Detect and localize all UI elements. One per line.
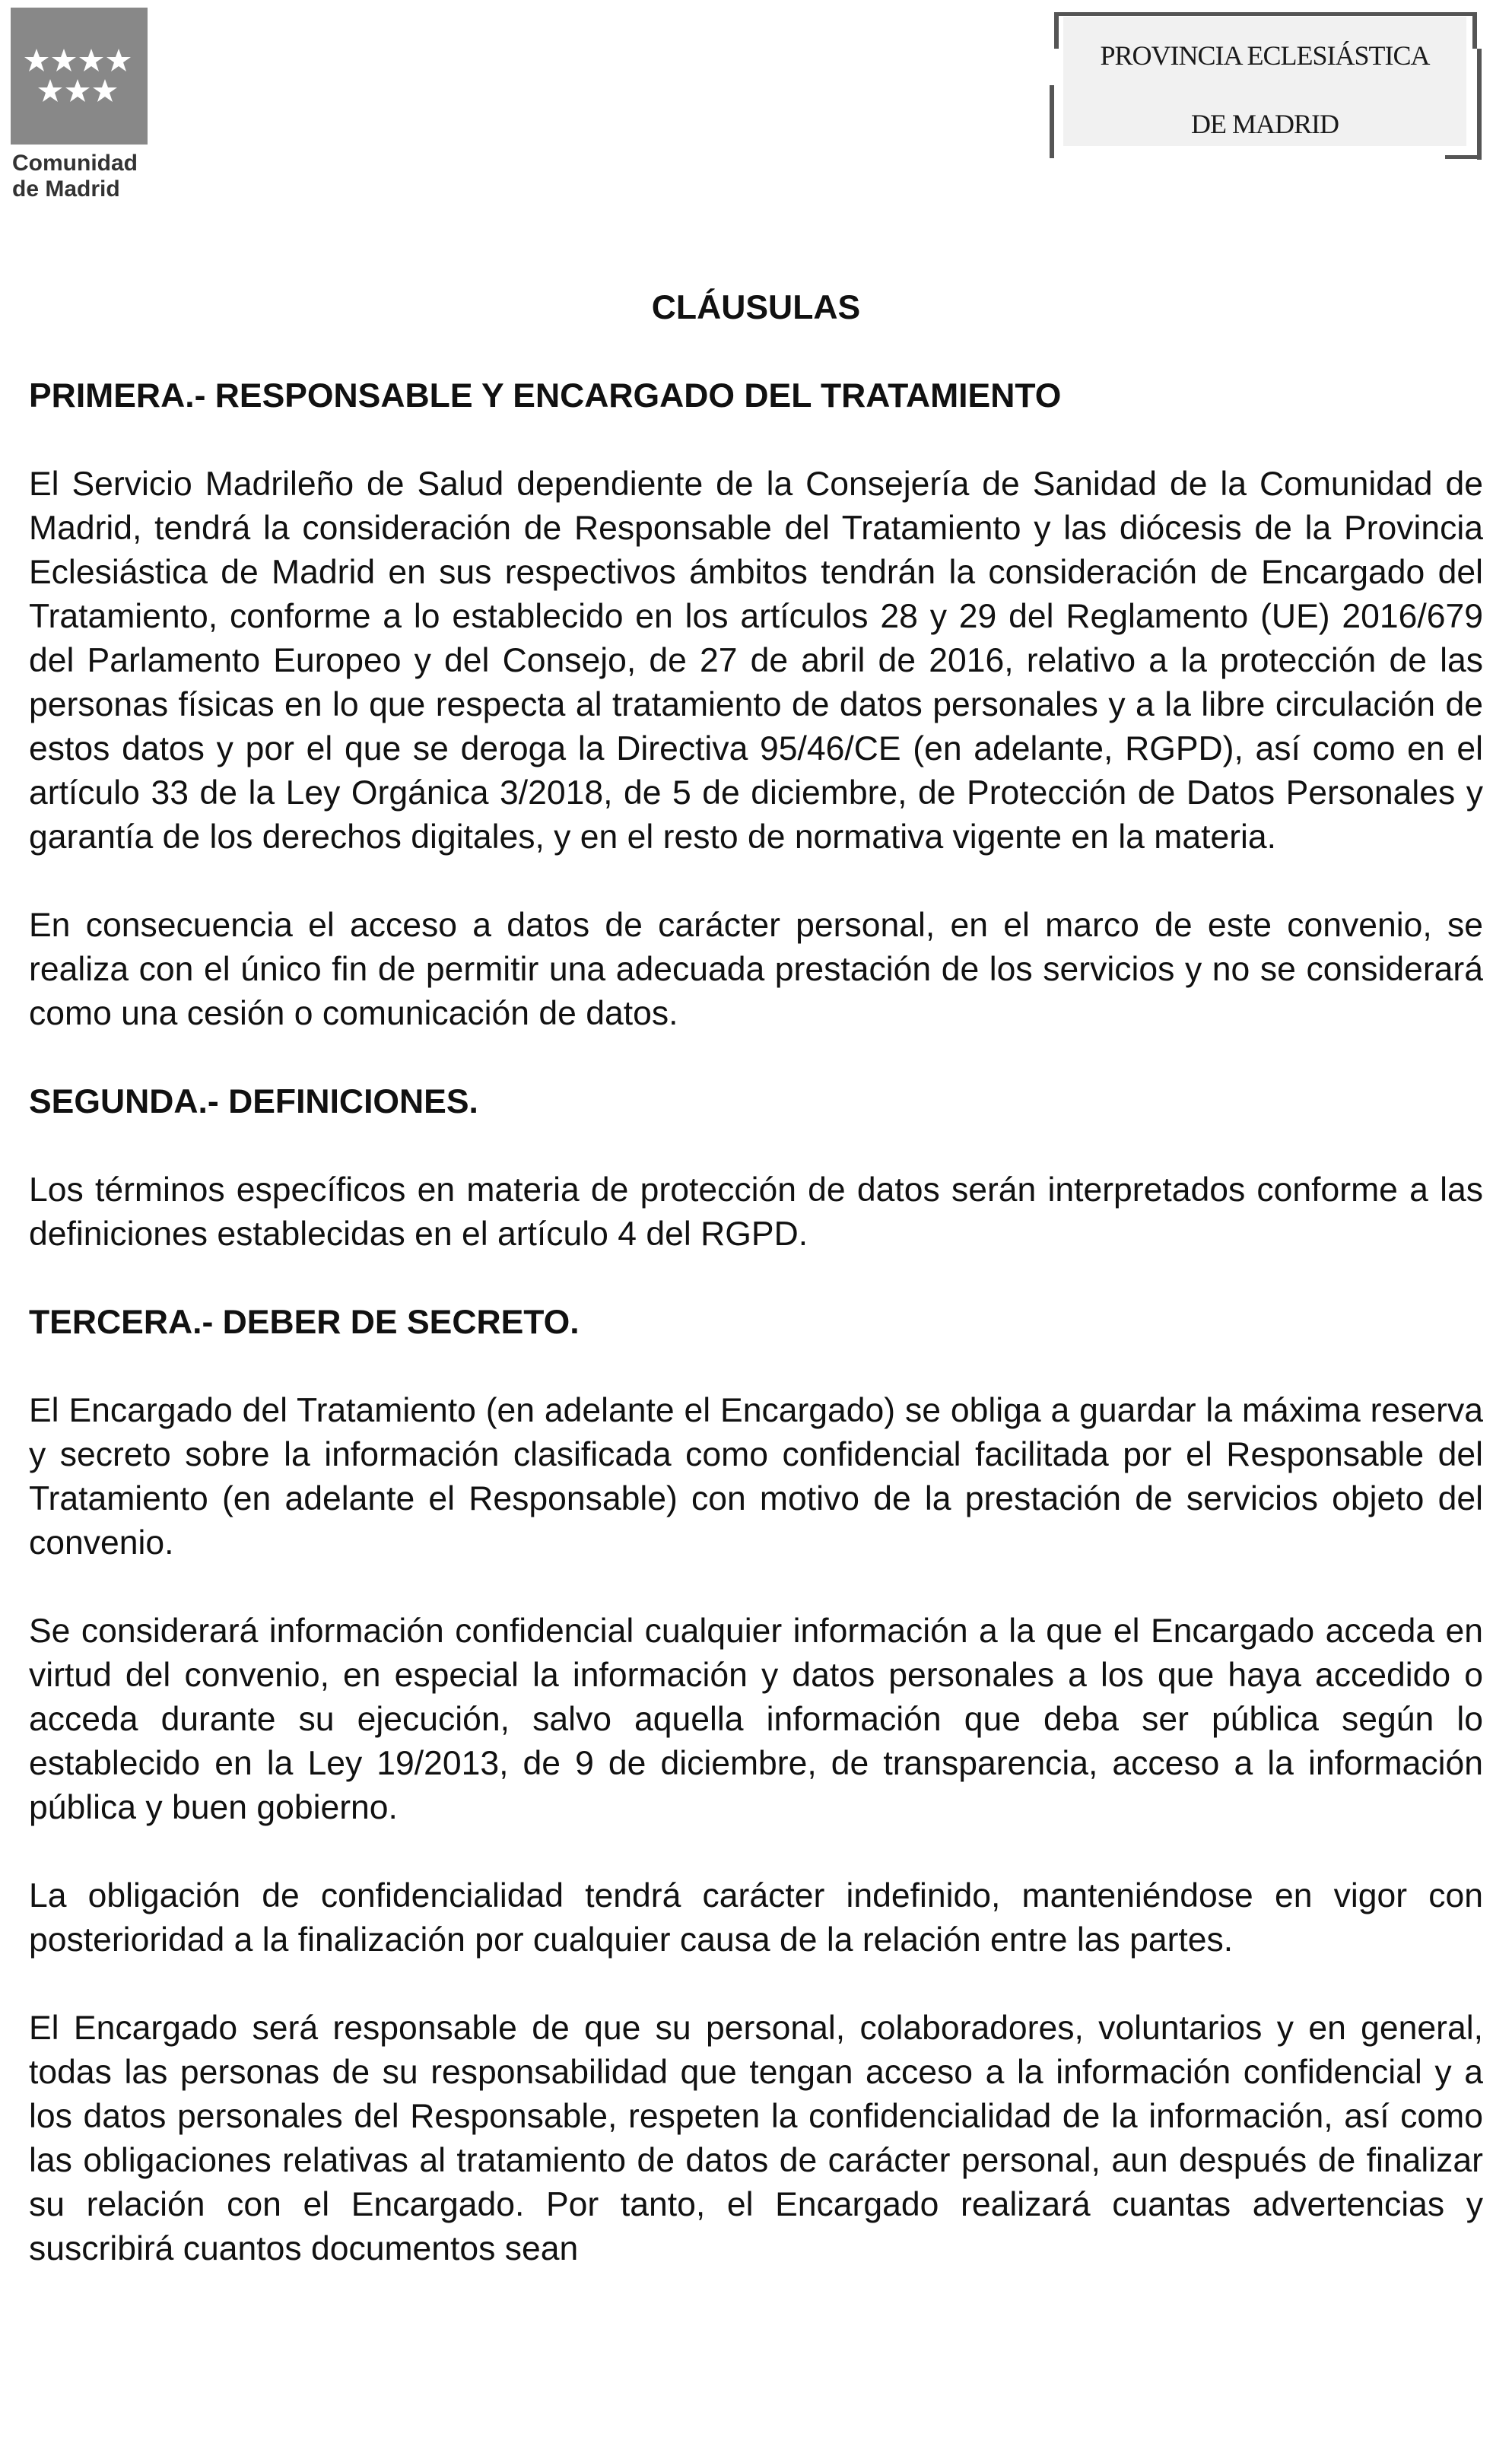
stamp-bracket-left	[1054, 12, 1059, 49]
stamp-line-1: PROVINCIA ECLESIÁSTICA	[1100, 40, 1430, 71]
document-body	[29, 286, 1483, 2315]
paragraph: Se considerará información confidencial cualquier información a la que el Encargado acceda en virtud del convenio, en especial la información y datos personales a los que haya accedido o acceda durante su ejecución, salvo aquella información que deba ser pública según lo establecido en la Ley 19/2013, de 9 de diciembre, de transparencia, acceso a la información pública y buen gobierno.	[29, 1612, 1483, 1826]
section-heading-segunda: SEGUNDA.- DEFINICIONES.	[29, 1083, 478, 1120]
stamp-bracket-right-lower	[1477, 49, 1482, 160]
seven-stars-icon	[21, 47, 137, 108]
logo-text-line-2: de Madrid	[12, 176, 120, 202]
stamp-bracket-top	[1054, 12, 1477, 16]
paragraph: El Encargado será responsable de que su personal, colaboradores, voluntarios y en general, todas las personas de su responsabilidad que tengan acceso a la información confidencial y a los datos personales del Responsable, respeten la confidencialidad de la información, así como las obligaciones relativas al tratamiento de datos de carácter personal, aun después de finalizar su relación con el Encargado. Por tanto, el Encargado realizará cuantas advertencias y suscribirá cuantos documentos sean	[29, 2010, 1483, 2267]
section-heading-tercera: TERCERA.- DEBER DE SECRETO.	[29, 1304, 580, 1341]
paragraph: Los términos específicos en materia de protección de datos serán interpretados conforme a las definiciones establecidas en el artículo 4 del RGPD.	[29, 1171, 1483, 1253]
comunidad-de-madrid-logo	[11, 8, 148, 145]
document-title: CLÁUSULAS	[651, 289, 861, 326]
logo-text-line-1: Comunidad	[12, 151, 138, 176]
logo-wordmark	[12, 151, 138, 202]
paragraph: El Servicio Madrileño de Salud dependiente de la Consejería de Sanidad de la Comunidad de Madrid, tendrá la consideración de Responsable del Tratamiento y las diócesis de la Provincia Eclesiástica de Madrid en sus respectivos ámbitos tendrán la consideración de Encargado del Tratamiento, conforme a lo establecido en los artículos 28 y 29 del Reglamento (UE) 2016/679 del Parlamento Europeo y del Consejo, de 27 de abril de 2016, relativo a la protección de las personas físicas en lo que respecta al tratamiento de datos personales y a la libre circulación de estos datos y por el que se deroga la Directiva 95/46/CE (en adelante, RGPD), así como en el artículo 33 de la Ley Orgánica 3/2018, de 5 de diciembre, de Protección de Datos Personales y garantía de los derechos digitales, y en el resto de normativa vigente en la materia.	[29, 465, 1483, 856]
section-heading-primera: PRIMERA.- RESPONSABLE Y ENCARGADO DEL TRATAMIENTO	[29, 377, 1062, 415]
stamp-bracket-left-lower	[1050, 85, 1054, 158]
paragraph: La obligación de confidencialidad tendrá carácter indefinido, manteniéndose en vigor con posterioridad a la finalización por cualquier causa de la relación entre las partes.	[29, 1877, 1483, 1959]
stamp-line-2: DE MADRID	[1191, 109, 1339, 139]
paragraph: El Encargado del Tratamiento (en adelante el Encargado) se obliga a guardar la máxima reserva y secreto sobre la información clasificada como confidencial facilitada por el Responsable del Tratamiento (en adelante el Responsable) con motivo de la prestación de servicios objeto del convenio.	[29, 1392, 1483, 1562]
paragraph: En consecuencia el acceso a datos de carácter personal, en el marco de este convenio, se realiza con el único fin de permitir una adecuada prestación de los servicios y no se considerará como una cesión o comunicación de datos.	[29, 907, 1483, 1032]
stamp-bracket-right	[1472, 12, 1477, 49]
stamp-bracket-bottom	[1445, 155, 1482, 159]
